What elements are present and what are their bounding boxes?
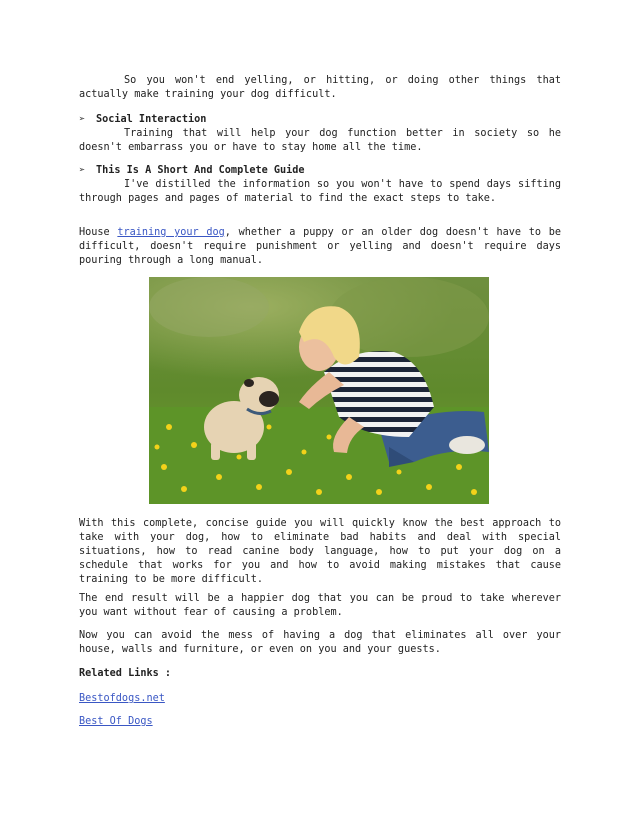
section-heading-text: Social Interaction xyxy=(96,114,207,125)
section-heading xyxy=(79,113,561,127)
intro-paragraph: So you won't end yelling, or hitting, or doing other things that actually make training your dog difficult. xyxy=(79,75,561,100)
arrow-bullet-icon: ➢ xyxy=(79,165,86,176)
arrow-bullet-icon: ➢ xyxy=(79,114,86,125)
bestofdogs-net-link[interactable]: Bestofdogs.net xyxy=(79,693,165,704)
related-link-item xyxy=(79,692,561,706)
house-training-paragraph xyxy=(79,226,561,268)
guide-description-paragraph: With this complete, concise guide you will quickly know the best approach to take with your dog, how to eliminate bad habits and deal with special situations, how to read canine body language, how to put your dog on a schedule that works for you and how to avoid making mistakes that cause training to be more difficult. xyxy=(79,518,561,585)
section-heading xyxy=(79,164,561,178)
training-your-dog-link[interactable]: training your dog xyxy=(117,227,225,238)
section-heading-text: This Is A Short And Complete Guide xyxy=(96,165,305,176)
best-of-dogs-link[interactable]: Best Of Dogs xyxy=(79,716,153,727)
house-prefix: House xyxy=(79,227,118,238)
woman-training-pug-photo xyxy=(149,277,489,504)
related-links-label: Related Links : xyxy=(79,668,172,679)
house-suffix: , whether a puppy or an older dog doesn't have to be difficult, doesn't require punishment or yelling and doesn't require days pouring through a long manual. xyxy=(79,227,561,266)
section-short-guide xyxy=(79,164,561,206)
section-body: I've distilled the information so you won't have to spend days sifting through pages and pages of material to find the exact steps to take. xyxy=(79,179,561,204)
section-body: Training that will help your dog function better in society so he doesn't embarrass you or have to stay home all the time. xyxy=(79,128,561,153)
related-link-item xyxy=(79,715,561,729)
end-result-paragraph: The end result will be a happier dog that you can be proud to take wherever you want without fear of causing a problem. xyxy=(79,593,561,618)
avoid-mess-paragraph: Now you can avoid the mess of having a dog that eliminates all over your house, walls and furniture, or even on you and your guests. xyxy=(79,630,561,655)
section-social-interaction xyxy=(79,113,561,155)
